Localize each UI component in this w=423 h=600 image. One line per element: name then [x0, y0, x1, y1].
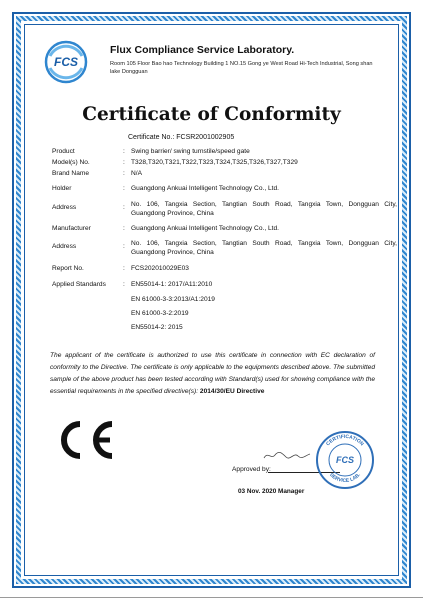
field-label: Applied Standards [52, 281, 106, 288]
certificate-number: Certificate No.: FCSR2001002905 [128, 134, 235, 141]
svg-text:SERVICE LAB. [328, 472, 362, 484]
lab-name: Flux Compliance Service Laboratory. [110, 44, 295, 56]
field-label: Brand Name [52, 170, 90, 177]
standard-item: EN 61000-3-3:2013/A1:2019 [131, 296, 215, 303]
conformity-statement [50, 350, 375, 398]
logo-text: FCS [54, 55, 78, 69]
field-value: Swing barrier/ swing turnstile/speed gate [131, 148, 250, 155]
page-bottom-divider [0, 597, 423, 598]
field-value: Guangdong Ankuai Intelligent Technology Co., Ltd. [131, 185, 279, 192]
field-value: Guangdong Ankuai Intelligent Technology Co., Ltd. [131, 225, 279, 232]
certification-stamp-icon [315, 430, 375, 490]
field-value: N/A [131, 170, 142, 177]
approved-by-label: Approved by: [232, 466, 271, 473]
lab-address: Room 105 Floor Bao hao Technology Building 1 NO.15 Gong ye West Road Hi-Tech Industrial, Song shan lake Dongguan [110, 61, 373, 75]
field-value: FCS202010029E03 [131, 265, 189, 272]
ce-mark-icon [56, 418, 116, 462]
directive-name: 2014/30/EU Directive [199, 388, 265, 395]
field-value: No. 106, Tangxia Section, Tangtian South Road, Tangxia Town, Dongguan City, Guangdong Province, China [131, 201, 397, 217]
field-label: Address [52, 243, 77, 250]
field-value: EN55014-1: 2017/A11:2010 [131, 281, 213, 288]
field-label: Report No. [52, 265, 84, 272]
statement-text: The applicant of the certificate is authorized to use this certificate in connection with EC declaration of conformity to the Directive. The certificate is only applicable to the equipments described above. The submitted sample of the above product has been tested according with Standard(s) used for showing compliance with the essential requirements in the specified directive(s): [50, 352, 375, 395]
certificate-title: Certificate of Conformity [82, 104, 341, 125]
field-label: Product [52, 148, 75, 155]
field-value: T328,T320,T321,T322,T323,T324,T325,T326,T327,T329 [131, 159, 298, 166]
field-value: No. 106, Tangxia Section, Tangtian South Road, Tangxia Town, Dongguan City, Guangdong Province, China [131, 240, 397, 256]
stamp-top-text: CERTIFICATION [325, 433, 365, 448]
standard-item: EN 61000-3-2:2019 [131, 310, 189, 317]
field-label: Model(s) No. [52, 159, 90, 166]
signature-icon [262, 447, 312, 463]
field-label: Holder [52, 185, 72, 192]
approval-date: 03 Nov. 2020 Manager [238, 488, 305, 495]
stamp-bottom-text: SERVICE LAB. [328, 471, 362, 485]
field-label: Address [52, 204, 77, 211]
standard-item: EN55014-2: 2015 [131, 324, 183, 331]
fcs-logo-icon [44, 40, 88, 84]
field-label: Manufacturer [52, 225, 91, 232]
stamp-center-text: FCS [336, 455, 354, 465]
